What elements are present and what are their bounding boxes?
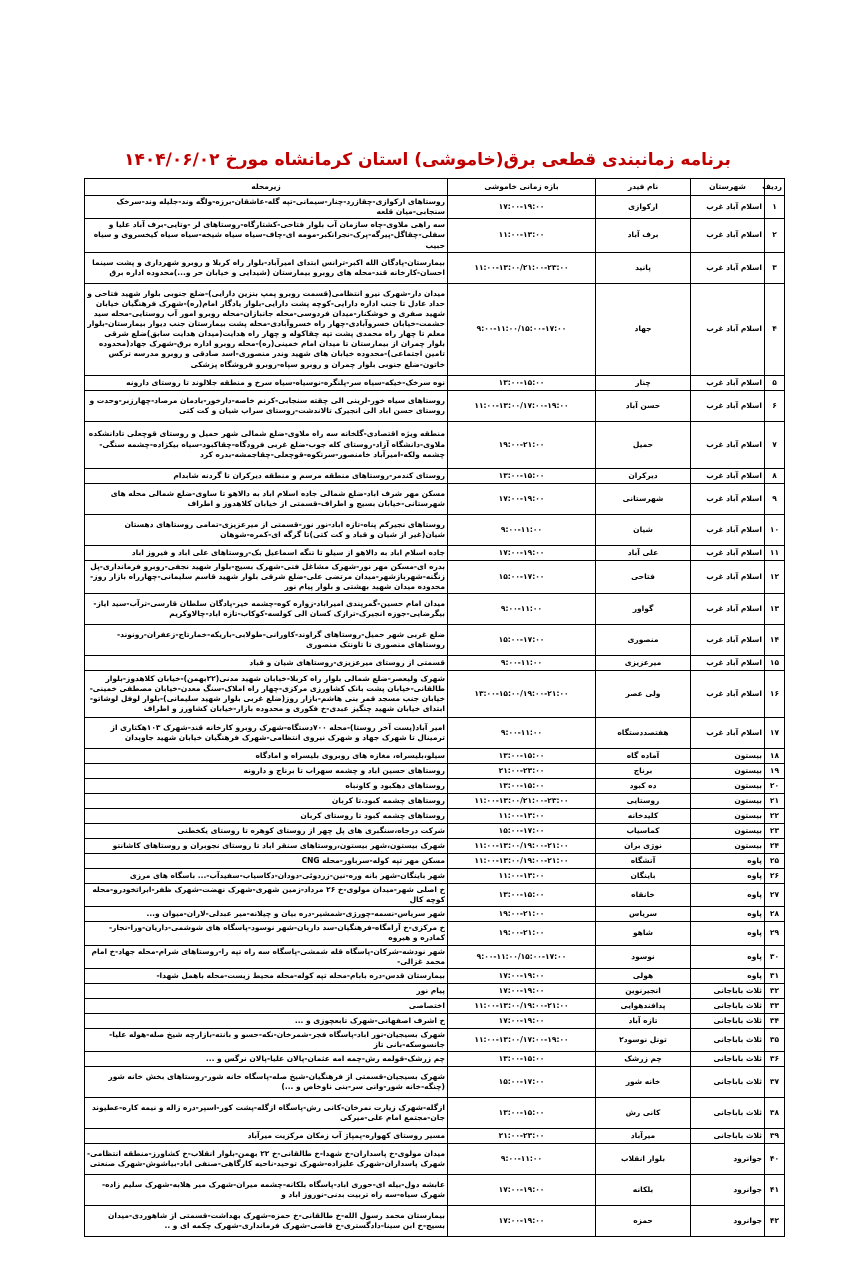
row-feeder: برف آباد	[596, 219, 691, 252]
row-time: ۹:۰۰-۱۱:۰۰	[448, 656, 596, 671]
row-number: ۳۷	[765, 1067, 785, 1098]
row-city: ثلاث باباجانی	[691, 998, 765, 1013]
row-area: اختصاصی	[85, 998, 448, 1013]
table-row	[85, 375, 785, 390]
row-area: جاده اسلام اباد به دالاهو از سیلو تا تنگه اسماعیل بک-روستاهای علی اباد و فیروز اباد	[85, 545, 448, 560]
row-city: ثلاث باباجانی	[691, 1067, 765, 1098]
row-number: ۲۰	[765, 779, 785, 794]
row-feeder: ولی عصر	[596, 671, 691, 718]
row-area: میدان دار-شهرک نیرو انتظامی(قسمت روبرو پمپ بنزین دارایی)-ضلع جنوبی بلوار شهید فتاحی و حداد عادل تا جنب اداره دارایی-کوچه پشت دارایی-بلوار یادگار امام(ره)-شهرک فرهنگیان خیابان شهید صفری و خوشکنار-میدان فردوسی-محله جانبازان-محله روبرو امور آب روستایی-محله سید حشمت-خیابان خسروآبادی-چهار راه خسروآبادی-محله پشت بیمارستان جنب دیوار بیمارستان-بلوار معلم تا چهار راه محمدی پشت تپه چقاکوله و چهار راه هدایت(میدان هدایت سابق)ضلع شرقی بلوار چمران از بیمارستان تا میدان امام خمینی(ره)-محله روبرو اداره برق-شهرک جهاد(محدوده تامین اجتماعی)-محدوده خیابان های شهید وندر منصوری-اسد صادقی و روبرو مدرسه ترکس خاتون-ضلع جنوبی بلوار چمران و روبرو سپاه-روبرو فروشگاه پزشکی	[85, 283, 448, 375]
table-body	[85, 196, 785, 1237]
row-city: بیستون	[691, 749, 765, 764]
row-number: ۹	[765, 483, 785, 514]
row-feeder: حمیل	[596, 421, 691, 468]
row-feeder: منصوری	[596, 625, 691, 656]
row-area: بیمارستان قدس-دره بابام-محله تپه کوله-محله محیط زیست-محله باهمل شهدا-	[85, 968, 448, 983]
row-feeder: پدافندهوایی	[596, 998, 691, 1013]
row-area: شهر باینگان-شهر بانه وره-نین-زردوئی-دودان-دکاسیاب-سفیدآب-... باسگاه های مرزی	[85, 869, 448, 884]
row-area: بیمارستان محمد رسول الله-خ طالقانی-خ حمزه-شهرک بهداشت-قسمتی از شاهوردی-میدان بسیج-خ ابن سینا-دادگستری-خ قاضی-شهرک فرمانداری-شهرک چکمه ای و ..	[85, 1206, 448, 1237]
row-city: بیستون	[691, 764, 765, 779]
row-feeder: شهرستانی	[596, 483, 691, 514]
row-area: شهر سریاس-نسمه-چورژی-شمشیر-دره بیان و چیلانه-میر عبدلی-لاران-میوان و...	[85, 907, 448, 922]
row-city: پاوه	[691, 968, 765, 983]
row-city: ثلاث باباجانی	[691, 983, 765, 998]
row-feeder: باینگان	[596, 869, 691, 884]
row-feeder: بلکانه	[596, 1175, 691, 1206]
row-city: ثلاث باباجانی	[691, 1098, 765, 1129]
row-number: ۲۷	[765, 884, 785, 907]
row-time: ۱۷:۰۰-۱۹:۰۰	[448, 968, 596, 983]
table-row	[85, 809, 785, 824]
row-time: ۱۱:۰۰-۱۳:۰۰/۱۹:۰۰-۲۱:۰۰	[448, 854, 596, 869]
row-feeder: کانی رش	[596, 1098, 691, 1129]
row-time: ۱۷:۰۰-۱۹:۰۰	[448, 196, 596, 219]
table-row	[85, 1052, 785, 1067]
row-time: ۱۵:۰۰-۱۷:۰۰	[448, 560, 596, 593]
row-area: شهرک ولیعصر-ضلع شمالی بلوار راه کربلا-خیابان شهید مدنی(۲۲بهمن)-خیابان کلاهدوز-بلوار طالقانی-خیابان پشت بانک کشاورزی مرکزی-چهار راه املاک-سنگ معدن-خیابان مصطفی خمینی-خیابان جنب مسجد قمر بنی هاشم-بازار روز(ضلع غربی بلوار شهید سلیمانی)-بلوار لوفل لوشاتو-ابتدای خیابان شهید چنگیز عبدی-خ فکوری و محدوده بازار-خیابان کشاورز و اطراف	[85, 671, 448, 718]
row-city: پاوه	[691, 854, 765, 869]
table-row	[85, 839, 785, 854]
row-city: اسلام آباد غرب	[691, 375, 765, 390]
table-row	[85, 594, 785, 625]
row-area: خ مرکزی-خ آرامگاه-فرهنگیان-سد داریان-شهر نوسود-پاسگاه های شوشمی-داریان-ورا-نجار-کمادره و هیروه	[85, 922, 448, 945]
row-number: ۳۸	[765, 1098, 785, 1129]
row-number: ۲۸	[765, 907, 785, 922]
row-feeder: بلوار انقلاب	[596, 1144, 691, 1175]
row-time: ۲۱:۰۰-۲۳:۰۰	[448, 764, 596, 779]
row-number: ۱۳	[765, 594, 785, 625]
table-row	[85, 1013, 785, 1028]
row-number: ۱۰	[765, 514, 785, 545]
row-time: ۱۳:۰۰-۱۵:۰۰	[448, 375, 596, 390]
row-time: ۱۷:۰۰-۱۹:۰۰	[448, 483, 596, 514]
row-city: بیستون	[691, 809, 765, 824]
row-city: اسلام آباد غرب	[691, 219, 765, 252]
row-city: جوانرود	[691, 1206, 765, 1237]
row-number: ۱۵	[765, 656, 785, 671]
table-row	[85, 1129, 785, 1144]
row-city: ثلاث باباجانی	[691, 1052, 765, 1067]
row-area: مسکن مهر شرف اباد-ضلع شمالی جاده اسلام اباد به دالاهو تا ساوی-ضلع شمالی محله های شهرستانی-خیابان بسیج و اطراف-قسمتی از خیابان کلاهدوز و اطراف	[85, 483, 448, 514]
row-number: ۳۵	[765, 1028, 785, 1051]
row-number: ۳۰	[765, 945, 785, 968]
row-time: ۱۹:۰۰-۲۱:۰۰	[448, 907, 596, 922]
table-row	[85, 514, 785, 545]
row-number: ۳	[765, 252, 785, 283]
row-time: ۱۹:۰۰-۲۱:۰۰	[448, 922, 596, 945]
table-row	[85, 283, 785, 375]
header-city: شهرستان	[691, 179, 765, 196]
row-time: ۱۵:۰۰-۱۷:۰۰	[448, 625, 596, 656]
row-time: ۹:۰۰-۱۱:۰۰	[448, 594, 596, 625]
row-city: اسلام آباد غرب	[691, 656, 765, 671]
row-number: ۲۳	[765, 824, 785, 839]
row-area: شرکت درجاه،سنگبری های پل چهر از روستای کوهره تا روستای یکخطنی	[85, 824, 448, 839]
row-feeder: برناج	[596, 764, 691, 779]
row-number: ۷	[765, 421, 785, 468]
row-number: ۱۱	[765, 545, 785, 560]
outage-table	[84, 178, 785, 1237]
row-time: ۲۱:۰۰-۲۳:۰۰	[448, 1129, 596, 1144]
row-area: شهرک بسیجیان-نور اباد-پاسگاه فجر-شمرخان-نکه-حسو و بانته-بازارچه شیخ صله-هوله علیا-جانسوسکه-بانی تاز	[85, 1028, 448, 1051]
row-city: اسلام آباد غرب	[691, 390, 765, 421]
row-feeder: تونل نوسود۲	[596, 1028, 691, 1051]
row-number: ۵	[765, 375, 785, 390]
row-city: اسلام آباد غرب	[691, 252, 765, 283]
row-feeder: تازه آباد	[596, 1013, 691, 1028]
row-area: روستاهای سیاه خور-لرینی الی چقته سنجابی-کرنم خاصه-دارخور-بادمان مرصاد-چهارزبر-وحدت و روستای حسن اباد الی انجیرک تالاندشت-روستای سراب شیان و کت کتی	[85, 390, 448, 421]
header-time: بازه زمانی خاموشی	[448, 179, 596, 196]
row-number: ۱۲	[765, 560, 785, 593]
row-number: ۳۹	[765, 1129, 785, 1144]
row-number: ۲۴	[765, 839, 785, 854]
row-area: شهرک بیستون،شهر بیستون،روستاهای سنقر اباد تا روستای نجوبران و روستاهای کاشانتو	[85, 839, 448, 854]
header-no: ردیف	[765, 179, 785, 196]
row-area: روستای کندمر-روستاهای منطقه مرسم و منطقه دیرکران تا گردنه شابدام	[85, 468, 448, 483]
row-feeder: ده کبود	[596, 779, 691, 794]
row-city: بیستون	[691, 779, 765, 794]
row-feeder: میرآباد	[596, 1129, 691, 1144]
table-row	[85, 483, 785, 514]
row-city: اسلام آباد غرب	[691, 625, 765, 656]
row-area: شهرک بسیجیان-قسمتی از فرهنگیان-شیخ صله-پاسگاه خانه شور-روستاهای بخش خانه شور (چنگه-خانه شور-وانی سر-بنی ناوخاص و ...)	[85, 1067, 448, 1098]
row-city: جوانرود	[691, 1144, 765, 1175]
row-feeder: روستایی	[596, 794, 691, 809]
table-row	[85, 922, 785, 945]
row-area: بیمارستان-پادگان الله اکبر-ترانس ابتدای امیرآباد-بلوار راه کربلا و روبرو شهرداری و پشت سینما احسان-کارخانه قند-محله های روبرو بیمارستان (شیدایی و خیابان حر و...)محدوده اداره برق	[85, 252, 448, 283]
table-row	[85, 854, 785, 869]
row-city: اسلام آباد غرب	[691, 468, 765, 483]
row-area: نوه سرخک-خیکه-سیاه سر-پلنگره-نوسیاه-سیاه سرخ و منطقه جلالوند تا روستای دارونه	[85, 375, 448, 390]
table-row	[85, 779, 785, 794]
row-number: ۴۱	[765, 1175, 785, 1206]
row-feeder: جهاد	[596, 283, 691, 375]
header-feeder: نام فیدر	[596, 179, 691, 196]
row-area: بدره ای-مسکن مهر نور-شهرک مشاغل فنی-شهرک بسیج-بلوار شهید نجفی-روبرو فرمانداری-پل زنگنه-شهربازشهر-میدان مرتضی علی-ضلع شرقی بلوار شهید قاسم سلیمانی-چهارراه بازار روز-محدوده میدان شهید بهشتی و بلوار پیام نور	[85, 560, 448, 593]
table-row	[85, 671, 785, 718]
row-feeder: چنار	[596, 375, 691, 390]
row-area: ضلع غربی شهر حمیل-روستاهای گراوند-کاورانی-طولابی-باریکه-خمارتاج-زعفران-رونوند-روستاهای منصوری تا تاونتک منصوری	[85, 625, 448, 656]
table-row	[85, 219, 785, 252]
row-feeder: گواور	[596, 594, 691, 625]
row-feeder: نوسود	[596, 945, 691, 968]
row-time: ۱۳:۰۰-۱۵:۰۰	[448, 749, 596, 764]
table-row	[85, 468, 785, 483]
row-number: ۳۳	[765, 998, 785, 1013]
row-area: مسیر روستای کهواره-پمپاژ آب زمکان مرکزیت میرآباد	[85, 1129, 448, 1144]
row-number: ۴۰	[765, 1144, 785, 1175]
row-area: خ اشرف اصفهانی-شهرک تابعچوزی و ...	[85, 1013, 448, 1028]
row-feeder: آماده گاه	[596, 749, 691, 764]
row-time: ۱۳:۰۰-۱۵:۰۰	[448, 468, 596, 483]
row-city: اسلام آباد غرب	[691, 594, 765, 625]
row-feeder: نوژی بران	[596, 839, 691, 854]
row-number: ۲۵	[765, 854, 785, 869]
row-feeder: شاهو	[596, 922, 691, 945]
row-city: ثلاث باباجانی	[691, 1013, 765, 1028]
table-row	[85, 1028, 785, 1051]
table-row	[85, 718, 785, 749]
row-area: پیام نور	[85, 983, 448, 998]
row-city: اسلام آباد غرب	[691, 718, 765, 749]
row-number: ۳۱	[765, 968, 785, 983]
table-row	[85, 998, 785, 1013]
row-number: ۱۴	[765, 625, 785, 656]
row-time: ۱۹:۰۰-۲۱:۰۰	[448, 421, 596, 468]
table-row	[85, 390, 785, 421]
table-row	[85, 764, 785, 779]
row-time: ۱۱:۰۰-۱۳:۰۰/۲۱:۰۰-۲۳:۰۰	[448, 794, 596, 809]
row-area: روستاهای نجیرکم پناه-تازه اباد-نور نور-قسمتی از میرعزیزی-تمامی روستاهای دهستان شیان(غیر از شیان و قباد و کت کتی)تا گرگه ای-کمره-شوهان	[85, 514, 448, 545]
row-area: خ اصلی شهر-میدان مولوی-خ ۲۶ مرداد-زمین شهری-شهرک نهضت-شهرک ظفر-ابراتخودرو-محله کوچه کال	[85, 884, 448, 907]
row-feeder: کلیدخانه	[596, 809, 691, 824]
table-row	[85, 1144, 785, 1175]
row-time: ۱۱:۰۰-۱۳:۰۰	[448, 809, 596, 824]
row-city: اسلام آباد غرب	[691, 560, 765, 593]
row-number: ۴۲	[765, 1206, 785, 1237]
row-city: پاوه	[691, 945, 765, 968]
row-time: ۱۳:۰۰-۱۵:۰۰	[448, 779, 596, 794]
row-time: ۱۷:۰۰-۱۹:۰۰	[448, 1175, 596, 1206]
row-time: ۱۱:۰۰-۱۳:۰۰	[448, 869, 596, 884]
row-city: اسلام آباد غرب	[691, 545, 765, 560]
row-number: ۲۹	[765, 922, 785, 945]
row-city: پاوه	[691, 907, 765, 922]
row-city: اسلام آباد غرب	[691, 421, 765, 468]
row-number: ۴	[765, 283, 785, 375]
row-feeder: هفتصددستگاه	[596, 718, 691, 749]
row-area: چم زرشک-قولمه رش-چمه امه عثمان-پالان علیا-پالان نرگس و ...	[85, 1052, 448, 1067]
row-time: ۱۳:۰۰-۱۵:۰۰	[448, 1098, 596, 1129]
row-time: ۹:۰۰-۱۱:۰۰/۱۵:۰۰-۱۷:۰۰	[448, 945, 596, 968]
row-time: ۱۱:۰۰-۱۳:۰۰/۱۷:۰۰-۱۹:۰۰	[448, 1028, 596, 1051]
row-time: ۱۱:۰۰-۱۳:۰۰/۱۷:۰۰-۱۹:۰۰	[448, 390, 596, 421]
row-city: جوانرود	[691, 1175, 765, 1206]
row-area: ازگله-شهرک زیارت نمرخان-کانی رش-پاسگاه ازگله-پشت کور-اسپر-دره زاله و نیمه کاره-عطیوند جان-مجتمع امام علی-میرکی	[85, 1098, 448, 1129]
row-area: میدان مولوی-خ پاسداران-خ شهدا-خ طالقانی-خ ۲۲ بهمن-بلوار انقلاب-خ کشاورز-منطقه انتظامی-شهرک پاسداران-شهرک علیزاده-شهرک توحید-ناحیه کارگاهی-صنفی اباد-بیاشوش-شهرک صنعتی	[85, 1144, 448, 1175]
row-number: ۲۱	[765, 794, 785, 809]
row-time: ۱۷:۰۰-۱۹:۰۰	[448, 545, 596, 560]
table-row	[85, 1175, 785, 1206]
table-row	[85, 656, 785, 671]
row-feeder: حسن آباد	[596, 390, 691, 421]
table-row	[85, 625, 785, 656]
row-number: ۳۲	[765, 983, 785, 998]
row-feeder: کماسیاب	[596, 824, 691, 839]
row-area: میدان امام حسین-گمرپندی امیراباد-زواره کوه-چشمه خیر-پادگان سلطان قارسی-ترآب-سید ایاز-بیگرضایی-جوزه انجیرک-ترازک کسان الی کولسه-کوکاب-تازه اباد-چالاوکریم	[85, 594, 448, 625]
row-number: ۳۴	[765, 1013, 785, 1028]
row-feeder: حمزه	[596, 1206, 691, 1237]
table-row	[85, 545, 785, 560]
row-feeder: هولی	[596, 968, 691, 983]
row-city: اسلام آباد غرب	[691, 283, 765, 375]
row-number: ۱۶	[765, 671, 785, 718]
row-feeder: چم زرشک	[596, 1052, 691, 1067]
table-row	[85, 421, 785, 468]
header-area: زیرمحله	[85, 179, 448, 196]
row-number: ۲	[765, 219, 785, 252]
row-city: پاوه	[691, 884, 765, 907]
row-area: قسمتی از روستای میرعزیزی-روستاهای شیان و قباد	[85, 656, 448, 671]
row-area: منطقه ویژه اقتصادی-گلخانه سه راه ملاوی-ضلع شمالی شهر حمیل و روستای قوچعلی تادانشکده ملاوی-دانشگاه آزاد-روستای کله جوب-ضلع غربی فرودگاه-چقاکبود-سیاه بیکزاده-چشمه سنگی-چشمه ولکه-امیرآباد خامنصور-سرنکوه-قوچعلی-چقاجمشه-بدره کرد	[85, 421, 448, 468]
row-time: ۱۷:۰۰-۱۹:۰۰	[448, 1013, 596, 1028]
row-feeder: انجیرنوین	[596, 983, 691, 998]
row-time: ۹:۰۰-۱۱:۰۰/۱۵:۰۰-۱۷:۰۰	[448, 283, 596, 375]
table-row	[85, 1098, 785, 1129]
row-time: ۹:۰۰-۱۱:۰۰	[448, 514, 596, 545]
table-row	[85, 196, 785, 219]
row-feeder: ارکوازی	[596, 196, 691, 219]
table-row	[85, 794, 785, 809]
table-row	[85, 983, 785, 998]
row-time: ۱۳:۰۰-۱۵:۰۰	[448, 1052, 596, 1067]
row-number: ۶	[765, 390, 785, 421]
row-city: ثلاث باباجانی	[691, 1129, 765, 1144]
row-time: ۱۳:۰۰-۱۵:۰۰/۱۹:۰۰-۲۱:۰۰	[448, 671, 596, 718]
table-row	[85, 1067, 785, 1098]
row-number: ۱	[765, 196, 785, 219]
row-feeder: فتاحی	[596, 560, 691, 593]
table-row	[85, 884, 785, 907]
row-area: روستاهای دهکبود و کاونباه	[85, 779, 448, 794]
row-time: ۱۱:۰۰-۱۳:۰۰/۲۱:۰۰-۲۳:۰۰	[448, 252, 596, 283]
row-time: ۱۱:۰۰-۱۳:۰۰/۱۹:۰۰-۲۱:۰۰	[448, 998, 596, 1013]
table-row	[85, 824, 785, 839]
row-feeder: آتشگاه	[596, 854, 691, 869]
row-number: ۱۷	[765, 718, 785, 749]
row-time: ۱۱:۰۰-۱۳:۰۰/۱۹:۰۰-۲۱:۰۰	[448, 839, 596, 854]
row-number: ۸	[765, 468, 785, 483]
row-number: ۱۹	[765, 764, 785, 779]
row-area: روستاهای چشمه کبود تا روستای کربان	[85, 809, 448, 824]
table-row	[85, 869, 785, 884]
row-feeder: پانید	[596, 252, 691, 283]
row-time: ۱۳:۰۰-۱۵:۰۰	[448, 884, 596, 907]
row-number: ۲۶	[765, 869, 785, 884]
row-time: ۱۵:۰۰-۱۷:۰۰	[448, 824, 596, 839]
table-row	[85, 252, 785, 283]
row-feeder: میرعزیزی	[596, 656, 691, 671]
table-row	[85, 1206, 785, 1237]
row-city: اسلام آباد غرب	[691, 514, 765, 545]
row-area: سه راهی ملاوی-چاه سازمان آب بلوار فتاحی-کشتارگاه-روستاهای لر -وتایی-برف آباد علیا و سفلی-چقاگل-پیرگه-پرک-نجرانکبر-مومه ای-چاف-سیاه سیاه شیخه-سیاه سیاه کیخسروی و سیاه حبیب	[85, 219, 448, 252]
row-city: بیستون	[691, 794, 765, 809]
row-number: ۲۲	[765, 809, 785, 824]
row-city: پاوه	[691, 922, 765, 945]
row-feeder: سریاس	[596, 907, 691, 922]
row-city: پاوه	[691, 869, 765, 884]
row-area: شهر نودشه-شرکان-پاسگاه قله شمشی-پاسگاه سه راه تپه را-روستاهای شرام-محله جهاد-خ امام محمد غزالی-	[85, 945, 448, 968]
table-row	[85, 560, 785, 593]
row-city: اسلام آباد غرب	[691, 196, 765, 219]
row-time: ۹:۰۰-۱۱:۰۰	[448, 718, 596, 749]
table-row	[85, 968, 785, 983]
row-area: مسکن مهر تپه کوله-سرباور-محله CNG	[85, 854, 448, 869]
row-area: امیر آباد(پست آخر روستا)-محله ۷۰۰دستگاه-شهرک روبرو کارخانه قند-شهرک ۱۰۳هکتاری از ترمینال تا شهرک جهاد و شهرک نیروی انتظامی-شهرک فرهنگیان خیابان شهید جاویدان	[85, 718, 448, 749]
row-feeder: خانقاه	[596, 884, 691, 907]
row-area: روستاهای حسین اباد و چشمه سهراب تا برناج و دارونه	[85, 764, 448, 779]
row-time: ۱۷:۰۰-۱۹:۰۰	[448, 983, 596, 998]
row-feeder: خانه شور	[596, 1067, 691, 1098]
row-city: بیستون	[691, 824, 765, 839]
row-time: ۱۷:۰۰-۱۹:۰۰	[448, 1206, 596, 1237]
row-number: ۳۶	[765, 1052, 785, 1067]
row-feeder: شیان	[596, 514, 691, 545]
row-number: ۱۸	[765, 749, 785, 764]
page-title: برنامه زمانبندی قطعی برق(خاموشی) استان کرمانشاه مورخ ۱۴۰۴/۰۶/۰۲	[124, 150, 731, 170]
row-city: بیستون	[691, 839, 765, 854]
row-city: ثلاث باباجانی	[691, 1028, 765, 1051]
row-feeder: دیرکران	[596, 468, 691, 483]
row-area: روستاهای ارکوازی-چقازرد-چنار-سیمانی-تپه گله-عاشقان-برزه-ولگه وند-جلیله وند-سرخک سنجابی-میان قلعه	[85, 196, 448, 219]
row-area: روستاهای چشمه کبود.تا کربان	[85, 794, 448, 809]
row-time: ۱۱:۰۰-۱۳:۰۰	[448, 219, 596, 252]
table-row	[85, 907, 785, 922]
table-header-row	[85, 179, 785, 196]
row-feeder: علی آباد	[596, 545, 691, 560]
row-city: اسلام آباد غرب	[691, 483, 765, 514]
row-area: عابشه دول-بیله ای-حوری اباد-پاسگاه بلکانه-چشمه میران-شهرک میر هلابه-شهرک سلیم زاده-شهرک سیاه-سه راه تربیت بدنی-نوروز اباد و	[85, 1175, 448, 1206]
row-time: ۹:۰۰-۱۱:۰۰	[448, 1144, 596, 1175]
table-row	[85, 749, 785, 764]
row-area: سیلو،بلیسراه، مغازه های روبروی بلیسراه و امادگاه	[85, 749, 448, 764]
row-time: ۱۵:۰۰-۱۷:۰۰	[448, 1067, 596, 1098]
table-row	[85, 945, 785, 968]
row-city: اسلام آباد غرب	[691, 671, 765, 718]
